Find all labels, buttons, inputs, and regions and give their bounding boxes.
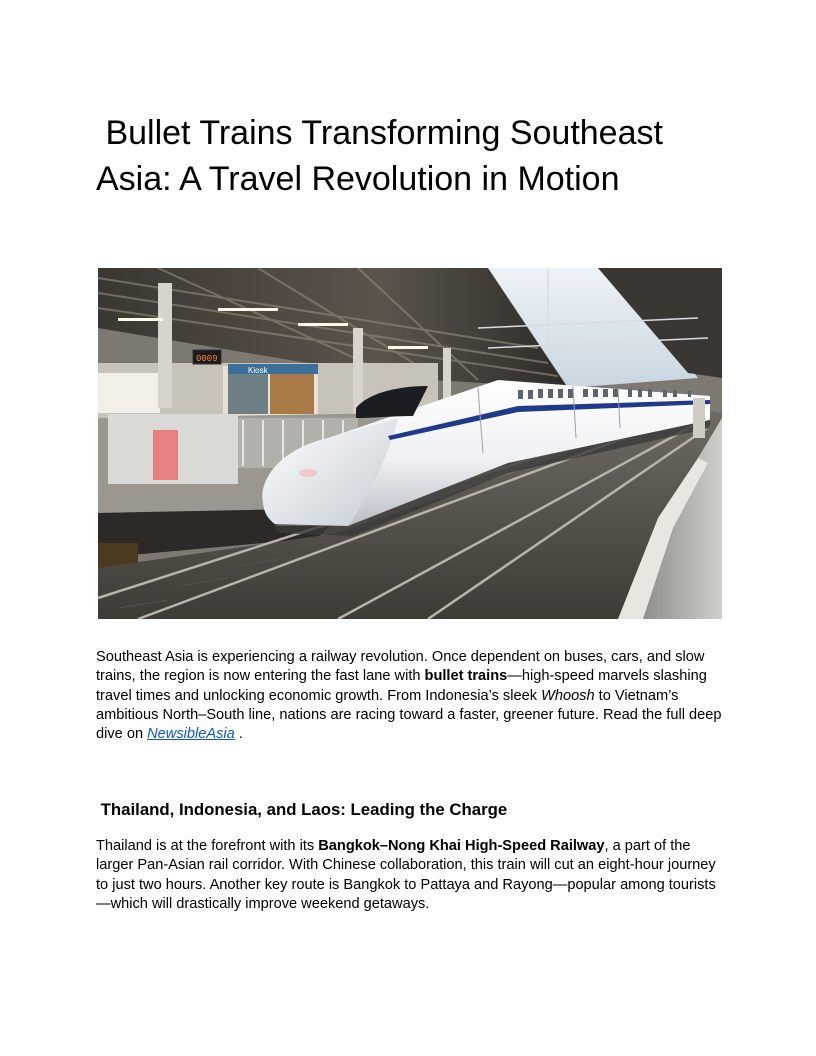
intro-bold-bullet-trains: bullet trains <box>424 668 508 685</box>
bullet-train-photo <box>98 268 722 619</box>
intro-paragraph <box>96 648 726 744</box>
thailand-bold-railway: Bangkok–Nong Khai High-Speed Railway <box>318 838 605 854</box>
thailand-paragraph <box>96 837 726 914</box>
thailand-text-1: Thailand is at the forefront with its <box>96 838 319 854</box>
section-heading-thailand-indonesia-laos: Thailand, Indonesia, and Laos: Leading the Charge <box>96 800 508 819</box>
intro-text-1: Southeast Asia is experiencing a railway revolution. Once dependent on buses, cars, and slow trains, the region is now entering the fast lane with <box>96 649 705 685</box>
article-title: Bullet Trains Transforming Southeast Asia: A Travel Revolution in Motion <box>96 114 671 198</box>
intro-text-4: . <box>234 726 243 743</box>
newsibleasia-link[interactable]: NewsibleAsia <box>147 726 235 743</box>
kiosk-sign-text: Kiosk <box>248 366 268 375</box>
thailand-text-2: , a part of the larger Pan-Asian rail corridor. With Chinese collaboration, this train will cut an eight-hour journey to just two hours. Another key route is Bangkok to Pattaya and Rayong—popular among tourists—which will drastically improve weekend getaways. <box>96 838 716 912</box>
departure-board-text: 0009 <box>196 354 218 364</box>
intro-italic-whoosh: Whoosh <box>541 687 595 704</box>
intro-text-3: to Vietnam’s ambitious North–South line, nations are racing toward a faster, greener future. Read the full deep dive on <box>96 687 722 743</box>
intro-text-2: —high-speed marvels slashing travel times and unlocking economic growth. From Indonesia’s sleek <box>96 668 707 704</box>
